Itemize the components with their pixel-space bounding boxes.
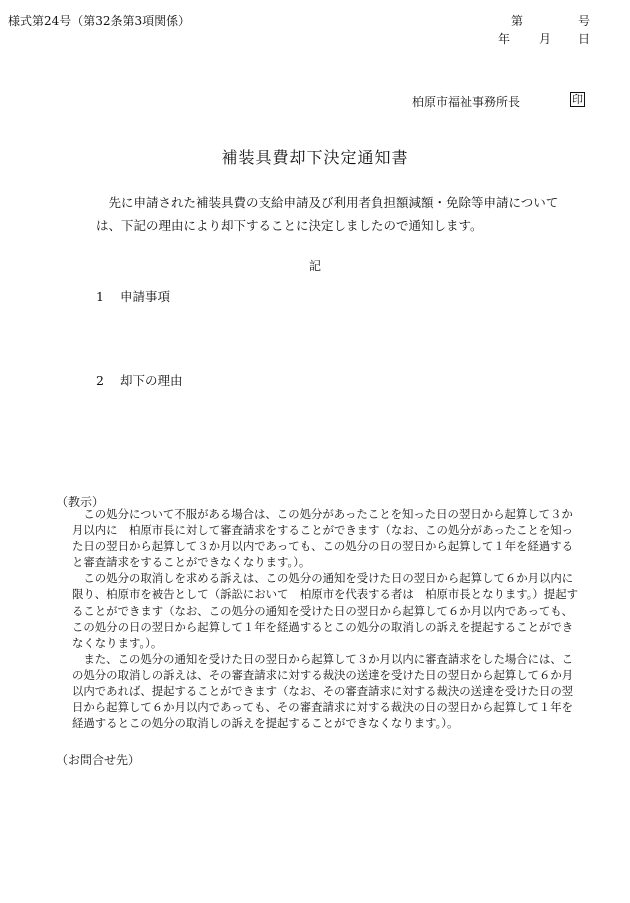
notice-heading: （教示） — [56, 495, 105, 509]
item-application-matter — [96, 287, 170, 305]
notice-paragraph: この処分の取消しを求める訴えは、この処分の通知を受けた日の翌日から起算して６か月以内に限り、柏原市を被告として（訴訟において 柏原市を代表する者は 柏原市長となります。）提起することができます（なお、この処分の通知を受けた日の翌日から起算して６か月以内であっても、この処分の日の翌日から起算して１年を経過するとこの処分の取消しの訴えを提起することができなくなります。）。 — [72, 571, 578, 650]
document-number-suffix: 号 — [578, 14, 591, 28]
notice-paragraph: また、この処分の通知を受けた日の翌日から起算して３か月以内に審査請求をした場合には、この処分の取消しの訴えは、その審査請求に対する裁決の送達を受けた日の翌日から起算して６か月以内であれば、提起することができます（なお、その審査請求に対する裁決の送達を受けた日の翌日から起算して６か月以内であっても、その審査請求に対する裁決の日の翌日から起算して１年を経過するとこの処分の取消しの訴えを提起することができなくなります。）。 — [72, 651, 574, 731]
seal-stamp-box: 印 — [572, 93, 583, 106]
form-number: 様式第24号（第32条第3項関係） — [8, 14, 191, 28]
item-label: 申請事項 — [120, 289, 171, 304]
document-title: 補装具費却下決定通知書 — [221, 148, 409, 167]
notification-body: 先に申請された補装具費の支給申請及び利用者負担額減額・免除等申請については、下記の理由により却下することに決定しましたので通知します。 — [96, 195, 559, 233]
date-day-label: 日 — [578, 32, 591, 46]
item-label: 却下の理由 — [120, 373, 183, 388]
issuer-name: 柏原市福祉事務所長 — [412, 95, 521, 109]
item-number: 1 — [96, 289, 104, 304]
notice-text — [72, 506, 578, 731]
document-number-prefix: 第 — [511, 14, 524, 28]
notice-paragraph: この処分について不服がある場合は、この処分があったことを知った日の翌日から起算して３か月以内に 柏原市長に対して審査請求をすることができます（なお、この処分があったことを知った日の翌日から起算して３か月以内であっても、この処分の日の翌日から起算して１年を経過すると審査請求をすることができなくなります。）。 — [72, 507, 574, 570]
ki-heading: 記 — [308, 259, 321, 273]
date-month-label: 月 — [539, 32, 552, 46]
inquiry-heading: （お問合せ先） — [56, 753, 141, 767]
item-rejection-reason — [96, 371, 183, 389]
date-year-label: 年 — [498, 32, 511, 46]
item-number: 2 — [96, 373, 104, 388]
